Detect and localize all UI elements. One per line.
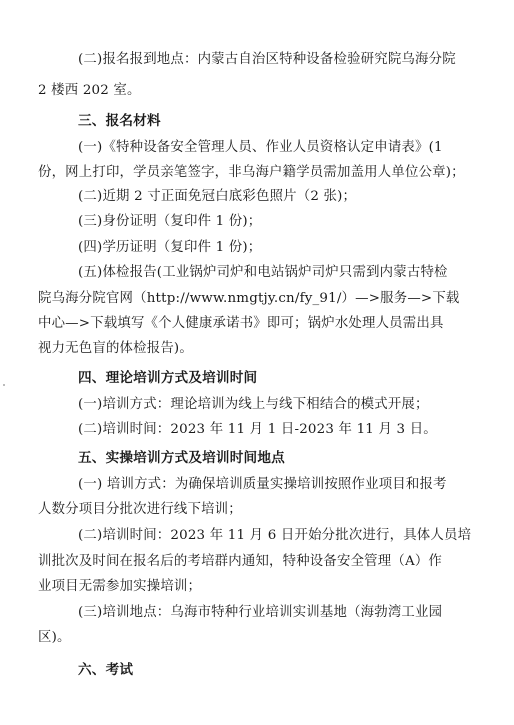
practice-location-line-1: (三)培训地点：乌海市特种行业培训实训基地（海勃湾工业园 <box>78 605 443 620</box>
material-item-1-line-1: (一)《特种设备安全管理人员、作业人员资格认定申请表》(1 <box>78 140 443 155</box>
registration-location-line-1: (二)报名报到地点：内蒙古自治区特种设备检验研究院乌海分院 <box>78 52 456 67</box>
practice-location-line-2: 区)。 <box>38 630 71 645</box>
theory-time: (二)培训时间：2023 年 11 月 1 日-2023 年 11 月 3 日。 <box>78 422 437 437</box>
material-item-5-line-2: 院乌海分院官网（http://www.nmgtjy.cn/fy_91/）—>服务—>下载 <box>38 291 460 306</box>
material-item-4: (四)学历证明（复印件 1 份)； <box>78 240 262 255</box>
section-heading-5: 五、实操培训方式及培训时间地点 <box>78 450 285 466</box>
material-item-5-line-3: 中心—>下载填写《个人健康承诺书》即可；锅炉水处理人员需出具 <box>38 316 444 331</box>
practice-method-line-1: (一) 培训方式：为确保培训质量实操培训按照作业项目和报考 <box>78 477 447 492</box>
practice-method-line-2: 人数分项目分批次进行线下培训； <box>38 502 242 517</box>
material-item-1-line-2: 份，网上打印，学员亲笔签字，非乌海户籍学员需加盖用人单位公章)； <box>38 165 465 180</box>
material-item-3: (三)身份证明（复印件 1 份)； <box>78 214 262 229</box>
material-item-5-line-1: (五)体检报告(工业锅炉司炉和电站锅炉司炉只需到内蒙古特检 <box>78 265 448 280</box>
practice-time-line-2: 训批次及时间在报名后的考培群内通知，特种设备安全管理（A）作 <box>38 554 442 569</box>
section-heading-3: 三、报名材料 <box>78 113 161 129</box>
material-item-2: (二)近期 2 寸正面免冠白底彩色照片（2 张)； <box>78 189 357 204</box>
registration-location-line-2: 2 楼西 202 室。 <box>38 83 141 98</box>
section-heading-4: 四、理论培训方式及培训时间 <box>78 370 258 386</box>
theory-method: (一)培训方式：理论培训为线上与线下相结合的模式开展； <box>78 397 429 412</box>
section-heading-6: 六、考试 <box>78 662 134 678</box>
practice-time-line-3: 业项目无需参加实操培训； <box>38 579 202 594</box>
practice-time-line-1: (二)培训时间：2023 年 11 月 6 日开始分批次进行，具体人员培 <box>78 528 472 543</box>
material-item-5-line-4: 视力无色盲的体检报告)。 <box>38 341 193 356</box>
scan-speck <box>3 384 5 386</box>
